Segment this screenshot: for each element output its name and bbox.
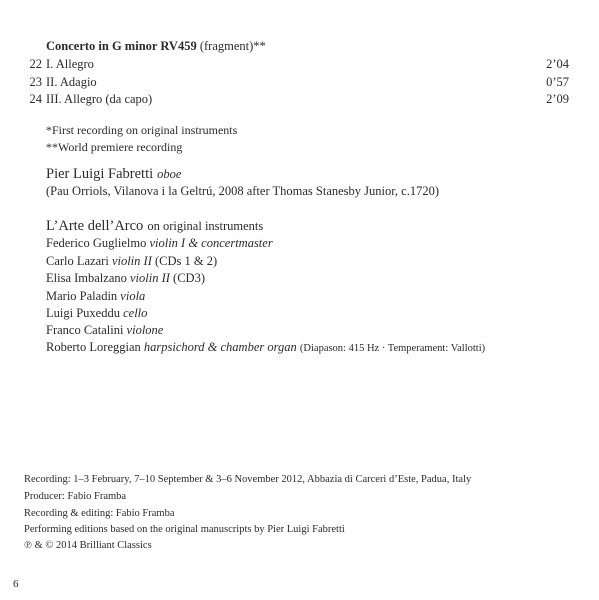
member-name: Luigi Puxeddu [46,306,120,320]
work-title [46,39,266,54]
soloist-instrument: oboe [157,167,182,181]
member-name: Federico Guglielmo [46,236,147,250]
member-extra: (CDs 1 & 2) [154,254,218,268]
track-title: III. Allegro (da capo) [46,92,153,106]
footnote-world-premiere: **World premiere recording [46,140,183,154]
member-name: Mario Paladin [46,289,118,303]
ensemble-line [46,217,263,235]
track-title: I. Allegro [46,57,94,71]
ensemble-member [46,289,145,304]
ensemble-member [46,271,205,286]
ensemble-member [46,323,163,338]
member-name: Carlo Lazari [46,254,109,268]
page-number: 6 [13,578,19,590]
credit-producer: Producer: Fabio Framba [24,491,127,502]
work-title-suffix: (fragment)** [196,39,266,53]
soloist-instrument-note: (Pau Orriols, Vilanova i la Geltrú, 2008 after Thomas Stanesby Junior, c.1720) [46,184,440,198]
track-duration: 0’57 [546,75,569,89]
ensemble-member [46,340,485,355]
credit-editions: Performing editions based on the original manuscripts by Pier Luigi Fabretti [24,524,345,535]
member-role: violone [126,323,164,337]
ensemble-subtitle: on original instruments [147,219,264,233]
work-title-main: Concerto in G minor RV459 [46,39,197,53]
member-extra: (CD3) [173,271,205,285]
member-name: Roberto Loreggian [46,340,141,354]
footnote-first-recording: *First recording on original instruments [46,123,238,137]
ensemble-name: L’Arte dell’Arco [46,218,144,234]
soloist-name: Pier Luigi Fabretti [46,166,154,182]
member-role: violin II [130,271,170,285]
track-number: 22 [29,57,42,71]
track-row [0,57,599,75]
track-duration: 2’09 [546,92,569,106]
track-row [0,75,599,93]
member-name: Franco Catalini [46,323,124,337]
member-role: harpsichord & chamber organ [143,340,297,354]
soloist-line [46,165,181,183]
member-name: Elisa Imbalzano [46,271,127,285]
ensemble-member [46,306,147,321]
track-duration: 2’04 [546,57,569,71]
credit-copyright: ℗ & © 2014 Brilliant Classics [24,540,152,551]
member-role: cello [123,306,148,320]
ensemble-member [46,254,217,269]
credit-recording: Recording: 1–3 February, 7–10 September & 3–6 November 2012, Abbazia di Carceri d’Este, Padua, Italy [24,474,472,485]
track-number: 23 [29,75,42,89]
track-number: 24 [29,92,42,106]
credit-editing: Recording & editing: Fabio Framba [24,508,175,519]
track-title: II. Adagio [46,75,97,89]
member-role: violin I & concertmaster [149,236,273,250]
member-role: viola [120,289,146,303]
track-row [0,92,599,110]
member-role: violin II [111,254,152,268]
ensemble-member [46,236,273,251]
member-extra: (Diapason: 415 Hz · Temperament: Vallotti) [299,343,486,354]
